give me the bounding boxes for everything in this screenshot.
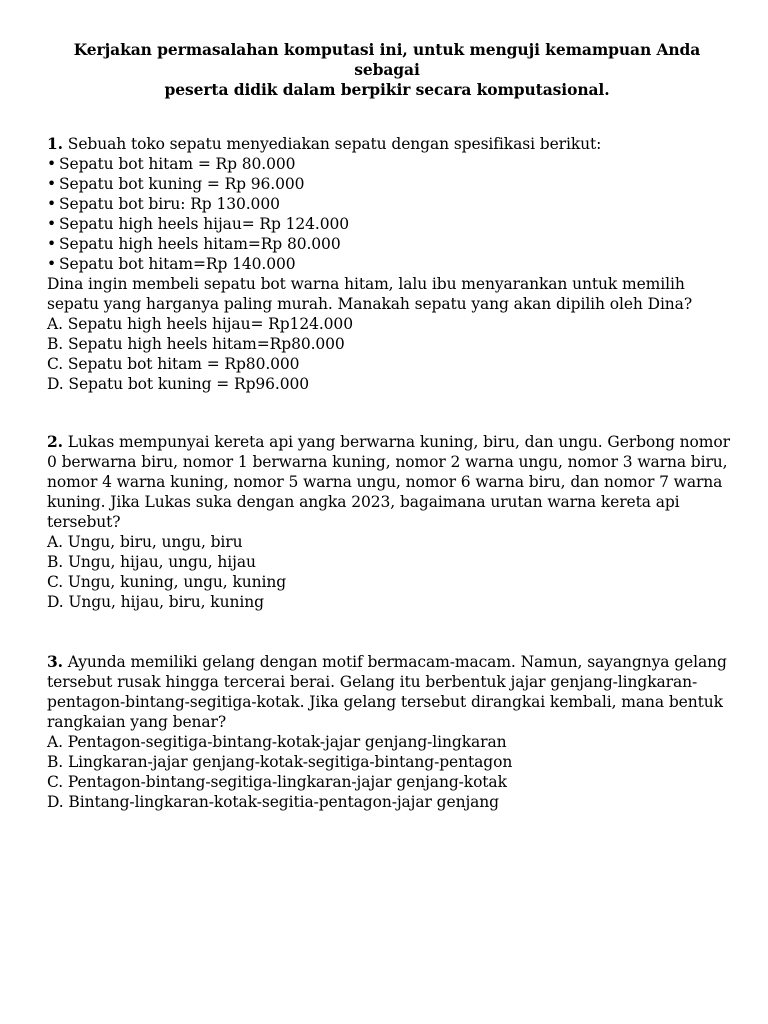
question-1-intro-line: [47, 134, 727, 154]
price-list-item: • Sepatu bot hitam=Rp 140.000: [47, 254, 727, 274]
question-1-text-line: Dina ingin membeli sepatu bot warna hitam, lalu ibu menyarankan untuk memilih: [47, 275, 685, 293]
question-3: [47, 652, 727, 812]
question-3-text-line: rangkaian yang benar?: [47, 713, 227, 731]
question-2-options: [47, 532, 727, 612]
question-3-first-line: [47, 652, 727, 672]
price-list-item: • Sepatu high heels hitam=Rp 80.000: [47, 234, 727, 254]
question-1-number: 1.: [47, 134, 63, 153]
question-2-text-line: nomor 4 warna kuning, nomor 5 warna ungu, nomor 6 warna biru, dan nomor 7 warna: [47, 473, 723, 491]
option-d: D. Sepatu bot kuning = Rp96.000: [47, 375, 310, 393]
question-2-text-line: kuning. Jika Lukas suka dengan angka 2023, bagaimana urutan warna kereta api: [47, 493, 680, 511]
question-3-text-line: pentagon-bintang-segitiga-kotak. Jika gelang tersebut dirangkai kembali, mana bentuk: [47, 693, 723, 711]
option-c: C. Ungu, kuning, ungu, kuning: [47, 573, 287, 591]
price-list-item: • Sepatu bot hitam = Rp 80.000: [47, 154, 727, 174]
option-c: C. Sepatu bot hitam = Rp80.000: [47, 355, 300, 373]
question-3-options: [47, 732, 727, 812]
option-a: A. Pentagon-segitiga-bintang-kotak-jajar genjang-lingkaran: [47, 733, 507, 751]
option-b: B. Ungu, hijau, ungu, hijau: [47, 553, 256, 571]
question-1-intro: Sebuah toko sepatu menyediakan sepatu dengan spesifikasi berikut:: [62, 135, 602, 153]
option-d: D. Ungu, hijau, biru, kuning: [47, 593, 264, 611]
title-line-2: peserta didik dalam berpikir secara komputasional.: [164, 80, 610, 99]
price-list-item: • Sepatu high heels hijau= Rp 124.000: [47, 214, 727, 234]
option-a: A. Ungu, biru, ungu, biru: [47, 533, 243, 551]
option-b: B. Sepatu high heels hitam=Rp80.000: [47, 335, 345, 353]
question-3-text-line: tersebut rusak hingga tercerai berai. Gelang itu berbentuk jajar genjang-lingkaran-: [47, 673, 698, 691]
question-1: [47, 134, 727, 394]
option-b: B. Lingkaran-jajar genjang-kotak-segitiga-bintang-pentagon: [47, 753, 513, 771]
question-2-text-line: tersebut?: [47, 513, 121, 531]
worksheet-page: [47, 40, 730, 812]
price-list-item: • Sepatu bot biru: Rp 130.000: [47, 194, 727, 214]
worksheet-title: [47, 40, 727, 100]
question-1-price-list: [47, 154, 727, 274]
question-1-text-line: sepatu yang harganya paling murah. Manakah sepatu yang akan dipilih oleh Dina?: [47, 295, 693, 313]
question-2-first-line: [47, 432, 730, 452]
option-c: C. Pentagon-bintang-segitiga-lingkaran-jajar genjang-kotak: [47, 773, 507, 791]
question-3-number: 3.: [47, 652, 63, 671]
question-3-intro: Ayunda memiliki gelang dengan motif bermacam-macam. Namun, sayangnya gelang: [62, 653, 727, 671]
question-1-options: [47, 314, 727, 394]
option-d: D. Bintang-lingkaran-kotak-segitia-pentagon-jajar genjang: [47, 793, 499, 811]
question-2-number: 2.: [47, 432, 63, 451]
question-2-intro: Lukas mempunyai kereta api yang berwarna kuning, biru, dan ungu. Gerbong nomor: [62, 433, 730, 451]
question-2-text-line: 0 berwarna biru, nomor 1 berwarna kuning, nomor 2 warna ungu, nomor 3 warna biru,: [47, 453, 728, 471]
title-line-1: Kerjakan permasalahan komputasi ini, untuk menguji kemampuan Anda sebagai: [73, 40, 701, 79]
option-a: A. Sepatu high heels hijau= Rp124.000: [47, 315, 353, 333]
price-list-item: • Sepatu bot kuning = Rp 96.000: [47, 174, 727, 194]
question-2: [47, 432, 730, 612]
